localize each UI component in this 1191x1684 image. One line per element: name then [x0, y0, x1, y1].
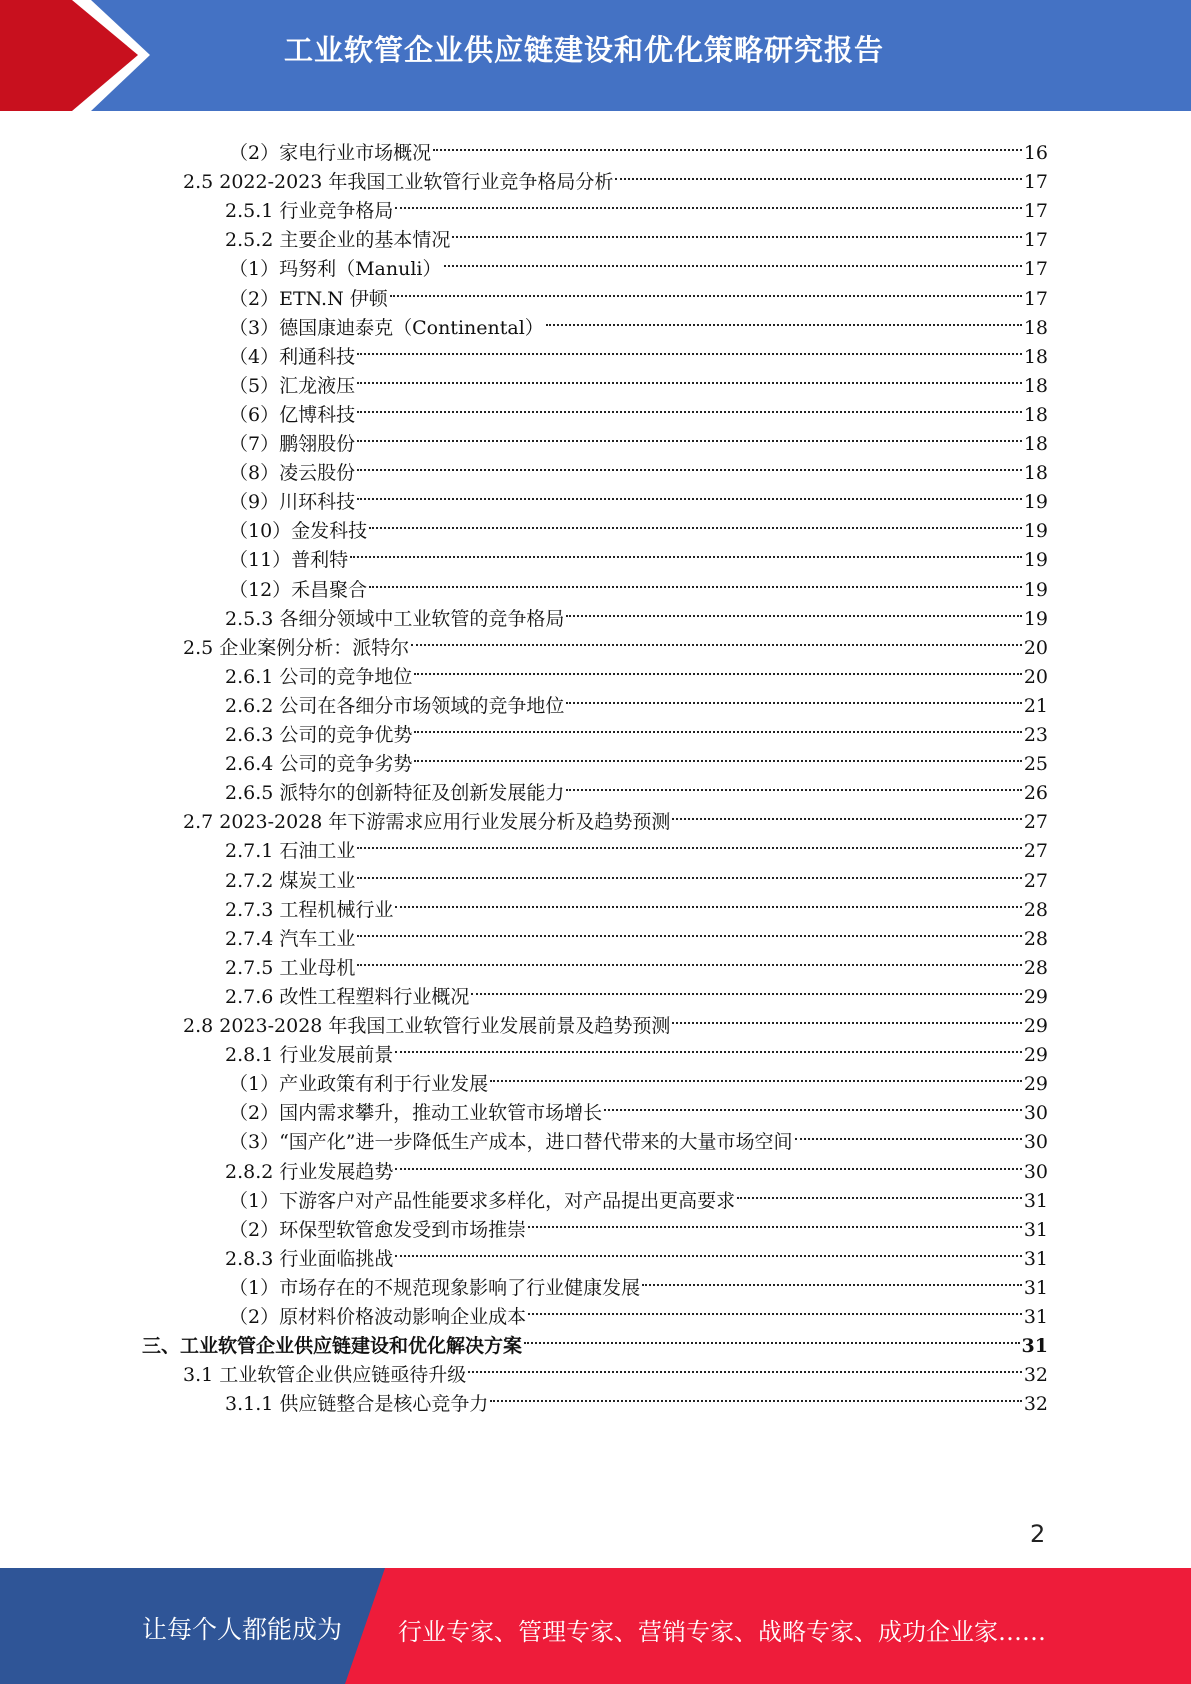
toc-dot-leader: [604, 1088, 1022, 1119]
toc-entry[interactable]: [0, 856, 1048, 892]
toc-entry-page: 19: [1023, 578, 1048, 601]
toc-entry-page: 29: [1023, 985, 1048, 1008]
toc-dot-leader: [433, 128, 1022, 159]
toc-entry-page: 18: [1023, 374, 1048, 397]
toc-entry-label: 2.5 企业案例分析：派特尔: [183, 636, 410, 659]
toc-entry[interactable]: [0, 1292, 1048, 1328]
toc-entry[interactable]: [0, 594, 1048, 630]
toc-dot-leader: [672, 1001, 1021, 1032]
toc-entry-label: 2.7.5 工业母机: [225, 956, 356, 979]
toc-dot-leader: [390, 274, 1022, 305]
toc-entry-page: 28: [1023, 898, 1048, 921]
toc-entry-page: 19: [1023, 549, 1048, 572]
toc-dot-leader: [357, 361, 1022, 392]
toc-dot-leader: [490, 1379, 1021, 1410]
toc-entry[interactable]: [0, 186, 1048, 223]
toc-dot-leader: [357, 826, 1021, 857]
toc-entry-page: 17: [1023, 229, 1048, 252]
footer-slogan-right: 行业专家、管理专家、营销专家、战略专家、成功企业家……: [398, 1618, 1046, 1646]
toc-dot-leader: [642, 1263, 1022, 1294]
toc-entry[interactable]: [0, 768, 1048, 805]
toc-entry-page: 26: [1023, 782, 1048, 805]
toc-entry-label: 2.7.3 工程机械行业: [225, 898, 394, 921]
toc-entry-page: 19: [1023, 607, 1048, 630]
toc-entry-label: 2.8 2023-2028 年我国工业软管行业发展前景及趋势预测: [183, 1015, 671, 1037]
page-number: 2: [1030, 1520, 1046, 1548]
toc-dot-leader: [357, 477, 1022, 508]
toc-entry[interactable]: [0, 1059, 1048, 1096]
toc-dot-leader: [357, 448, 1022, 479]
toc-entry-label: 2.5.3 各细分领域中工业软管的竞争格局: [225, 607, 565, 630]
toc-dot-leader: [452, 215, 1021, 246]
toc-entry[interactable]: [0, 1234, 1048, 1270]
toc-entry-label: 2.6.1 公司的竞争地位: [225, 665, 413, 688]
header-chevron-logo: [0, 0, 138, 111]
toc-entry-label: （6）亿博科技: [229, 403, 356, 426]
toc-entry[interactable]: [0, 419, 1048, 455]
toc-dot-leader: [444, 244, 1022, 275]
toc-entry-page: 18: [1023, 316, 1048, 339]
toc-entry[interactable]: [0, 797, 1048, 834]
toc-dot-leader: [414, 739, 1021, 770]
toc-entry-page: 31: [1023, 1189, 1048, 1212]
toc-entry[interactable]: [0, 885, 1048, 921]
toc-entry-label: （2）国内需求攀升，推动工业软管市场增长: [229, 1102, 603, 1125]
toc-entry[interactable]: [0, 448, 1048, 485]
toc-entry[interactable]: [0, 652, 1048, 688]
toc-entry-page: 28: [1023, 927, 1048, 950]
toc-entry-label: 2.6.5 派特尔的创新特征及创新发展能力: [225, 782, 565, 805]
toc-dot-leader: [357, 943, 1021, 974]
toc-entry-label: （3）德国康迪泰克（Continental）: [229, 316, 544, 339]
toc-entry[interactable]: [0, 1263, 1048, 1299]
report-title: 工业软管企业供应链建设和优化策略研究报告: [284, 33, 885, 67]
toc-dot-leader: [528, 1205, 1022, 1236]
toc-entry-page: 20: [1023, 665, 1048, 688]
toc-entry-label: 3.1 工业软管企业供应链亟待升级: [183, 1364, 467, 1387]
toc-dot-leader: [672, 797, 1021, 828]
toc-dot-leader: [357, 332, 1022, 363]
toc-entry-page: 18: [1023, 462, 1048, 485]
toc-entry-label: 2.7.6 改性工程塑料行业概况: [225, 985, 470, 1008]
toc-dot-leader: [357, 419, 1022, 450]
toc-entry-label: （2）家电行业市场概况: [229, 142, 432, 164]
toc-entry[interactable]: [0, 361, 1048, 397]
toc-entry-page: 19: [1023, 491, 1048, 514]
toc-entry-page: 16: [1023, 142, 1048, 164]
toc-entry-label: （1）产业政策有利于行业发展: [229, 1073, 489, 1096]
toc-entry-page: 27: [1023, 811, 1048, 834]
toc-entry[interactable]: [0, 1379, 1048, 1416]
toc-entry[interactable]: [0, 623, 1048, 659]
toc-entry[interactable]: [0, 1030, 1048, 1067]
toc-dot-leader: [566, 594, 1021, 625]
toc-dot-leader: [528, 1292, 1022, 1323]
toc-entry-page: 27: [1023, 840, 1048, 863]
toc-dot-leader: [395, 186, 1021, 217]
toc-dot-leader: [524, 1321, 1020, 1352]
toc-entry[interactable]: [0, 739, 1048, 776]
toc-entry-label: （4）利通科技: [229, 345, 356, 368]
page-header: [0, 0, 1191, 111]
toc-entry[interactable]: [0, 1147, 1048, 1183]
toc-entry[interactable]: [0, 390, 1048, 426]
toc-entry-label: 2.6.4 公司的竞争劣势: [225, 753, 413, 776]
toc-dot-leader: [395, 1147, 1021, 1178]
toc-entry[interactable]: [0, 215, 1048, 252]
toc-entry[interactable]: [0, 535, 1048, 572]
toc-entry[interactable]: [0, 274, 1048, 310]
toc-entry-label: 2.7.1 石油工业: [225, 840, 356, 863]
toc-entry-page: 17: [1023, 200, 1048, 223]
toc-entry-label: （1）玛努利（Manuli）: [229, 258, 442, 281]
toc-dot-leader: [795, 1117, 1022, 1148]
toc-entry-page: 18: [1023, 403, 1048, 426]
toc-entry-page: 18: [1023, 345, 1048, 368]
toc-dot-leader: [369, 565, 1022, 596]
toc-entry-label: （1）下游客户对产品性能要求多样化，对产品提出更高要求: [229, 1189, 736, 1212]
toc-dot-leader: [395, 1234, 1021, 1265]
toc-entry-page: 17: [1023, 258, 1048, 281]
toc-dot-leader: [357, 390, 1022, 421]
toc-entry-page: 28: [1023, 956, 1048, 979]
toc-entry-label: 2.6.2 公司在各细分市场领域的竞争地位: [225, 694, 565, 717]
toc-entry-page: 23: [1023, 724, 1048, 746]
toc-dot-leader: [369, 506, 1022, 537]
toc-entry-label: （12）禾昌聚合: [229, 578, 368, 601]
footer-slogan-left: 让每个人都能成为: [142, 1615, 343, 1644]
toc-entry-page: 30: [1023, 1102, 1048, 1125]
toc-entry[interactable]: [0, 826, 1048, 863]
toc-entry-page: 21: [1023, 694, 1048, 717]
toc-entry[interactable]: [0, 972, 1048, 1008]
toc-entry[interactable]: [0, 477, 1048, 514]
toc-dot-leader: [566, 768, 1021, 799]
toc-entry[interactable]: [0, 303, 1048, 339]
toc-entry[interactable]: [0, 943, 1048, 979]
toc-entry-page: 31: [1023, 1276, 1048, 1299]
toc-dot-leader: [490, 1059, 1022, 1090]
toc-entry[interactable]: [0, 1001, 1048, 1037]
toc-entry-label: 2.5 2022-2023 年我国工业软管行业竞争格局分析: [183, 171, 614, 194]
toc-entry[interactable]: [0, 332, 1048, 368]
toc-dot-leader: [546, 303, 1022, 334]
toc-entry[interactable]: [0, 1205, 1048, 1241]
toc-dot-leader: [350, 535, 1022, 566]
toc-entry-label: 2.8.3 行业面临挑战: [225, 1247, 394, 1270]
toc-entry-label: 2.5.2 主要企业的基本情况: [225, 229, 451, 252]
toc-entry-label: （5）汇龙液压: [229, 374, 356, 397]
toc-entry-label: （7）鹏翎股份: [229, 433, 356, 455]
toc-entry-label: 2.6.3 公司的竞争优势: [225, 724, 413, 746]
toc-entry-label: （2）原材料价格波动影响企业成本: [229, 1306, 527, 1328]
toc-entry-label: （8）凌云股份: [229, 462, 356, 485]
toc-entry[interactable]: [0, 157, 1048, 194]
toc-dot-leader: [395, 1030, 1021, 1061]
toc-dot-leader: [411, 623, 1022, 654]
toc-entry-page: 32: [1023, 1393, 1048, 1416]
toc-entry-page: 30: [1023, 1131, 1048, 1154]
toc-entry[interactable]: [0, 506, 1048, 543]
toc-entry[interactable]: [0, 710, 1048, 746]
toc-entry-page: 17: [1023, 287, 1048, 310]
toc-dot-leader: [468, 1350, 1022, 1381]
toc-entry-label: （10）金发科技: [229, 520, 368, 543]
toc-entry-label: 2.8.1 行业发展前景: [225, 1044, 394, 1067]
toc-entry-page: 17: [1023, 171, 1048, 194]
toc-dot-leader: [395, 885, 1021, 916]
toc-entry[interactable]: [0, 1176, 1048, 1212]
toc-dot-leader: [414, 652, 1021, 683]
toc-dot-leader: [566, 681, 1021, 712]
toc-entry-label: （3）“国产化”进一步降低生产成本，进口替代带来的大量市场空间: [229, 1131, 793, 1154]
toc-entry[interactable]: [0, 1117, 1048, 1154]
toc-entry-label: 2.7.2 煤炭工业: [225, 869, 356, 892]
toc-entry-label: 三、工业软管企业供应链建设和优化解决方案: [142, 1335, 523, 1358]
toc-entry-page: 19: [1023, 520, 1048, 543]
toc-entry-label: （2）环保型软管愈发受到市场推崇: [229, 1218, 527, 1241]
toc-entry[interactable]: [0, 914, 1048, 950]
toc-entry-label: （1）市场存在的不规范现象影响了行业健康发展: [229, 1276, 641, 1299]
toc-entry[interactable]: [0, 1350, 1048, 1387]
toc-entry[interactable]: [0, 565, 1048, 601]
toc-entry[interactable]: [0, 1321, 1048, 1358]
toc-entry[interactable]: [0, 128, 1048, 164]
toc-entry-label: 2.7.4 汽车工业: [225, 927, 356, 950]
toc-entry-page: 27: [1023, 869, 1048, 892]
page-footer: [0, 1568, 1191, 1684]
toc-entry-page: 31: [1023, 1306, 1048, 1328]
toc-entry-label: 2.8.2 行业发展趋势: [225, 1160, 394, 1183]
toc-entry[interactable]: [0, 244, 1048, 281]
toc-entry-page: 29: [1023, 1044, 1048, 1067]
toc-entry-label: （9）川环科技: [229, 491, 356, 514]
toc-dot-leader: [737, 1176, 1022, 1207]
toc-dot-leader: [414, 710, 1021, 741]
toc-entry-page: 29: [1023, 1073, 1048, 1096]
toc-entry-label: 3.1.1 供应链整合是核心竞争力: [225, 1393, 489, 1416]
toc-dot-leader: [615, 157, 1021, 188]
toc-entry[interactable]: [0, 681, 1048, 717]
toc-entry-page: 31: [1023, 1218, 1048, 1241]
toc-dot-leader: [471, 972, 1021, 1003]
toc-entry[interactable]: [0, 1088, 1048, 1125]
toc-entry-label: 2.5.1 行业竞争格局: [225, 200, 394, 223]
toc-entry-page: 20: [1023, 636, 1048, 659]
toc-dot-leader: [357, 856, 1021, 887]
toc-entry-label: 2.7 2023-2028 年下游需求应用行业发展分析及趋势预测: [183, 811, 671, 834]
toc-dot-leader: [357, 914, 1021, 945]
toc-entry-label: （2）ETN.N 伊顿: [229, 287, 388, 310]
toc-entry-page: 30: [1023, 1160, 1048, 1183]
toc-entry-page: 25: [1023, 753, 1048, 776]
toc-entry-page: 31: [1023, 1247, 1048, 1270]
toc-entry-page: 32: [1023, 1364, 1048, 1387]
toc-entry-page: 18: [1023, 433, 1048, 455]
toc-entry-label: （11）普利特: [229, 549, 349, 572]
toc-entry-page: 29: [1023, 1015, 1048, 1037]
toc-entry-page: 31: [1021, 1335, 1048, 1358]
